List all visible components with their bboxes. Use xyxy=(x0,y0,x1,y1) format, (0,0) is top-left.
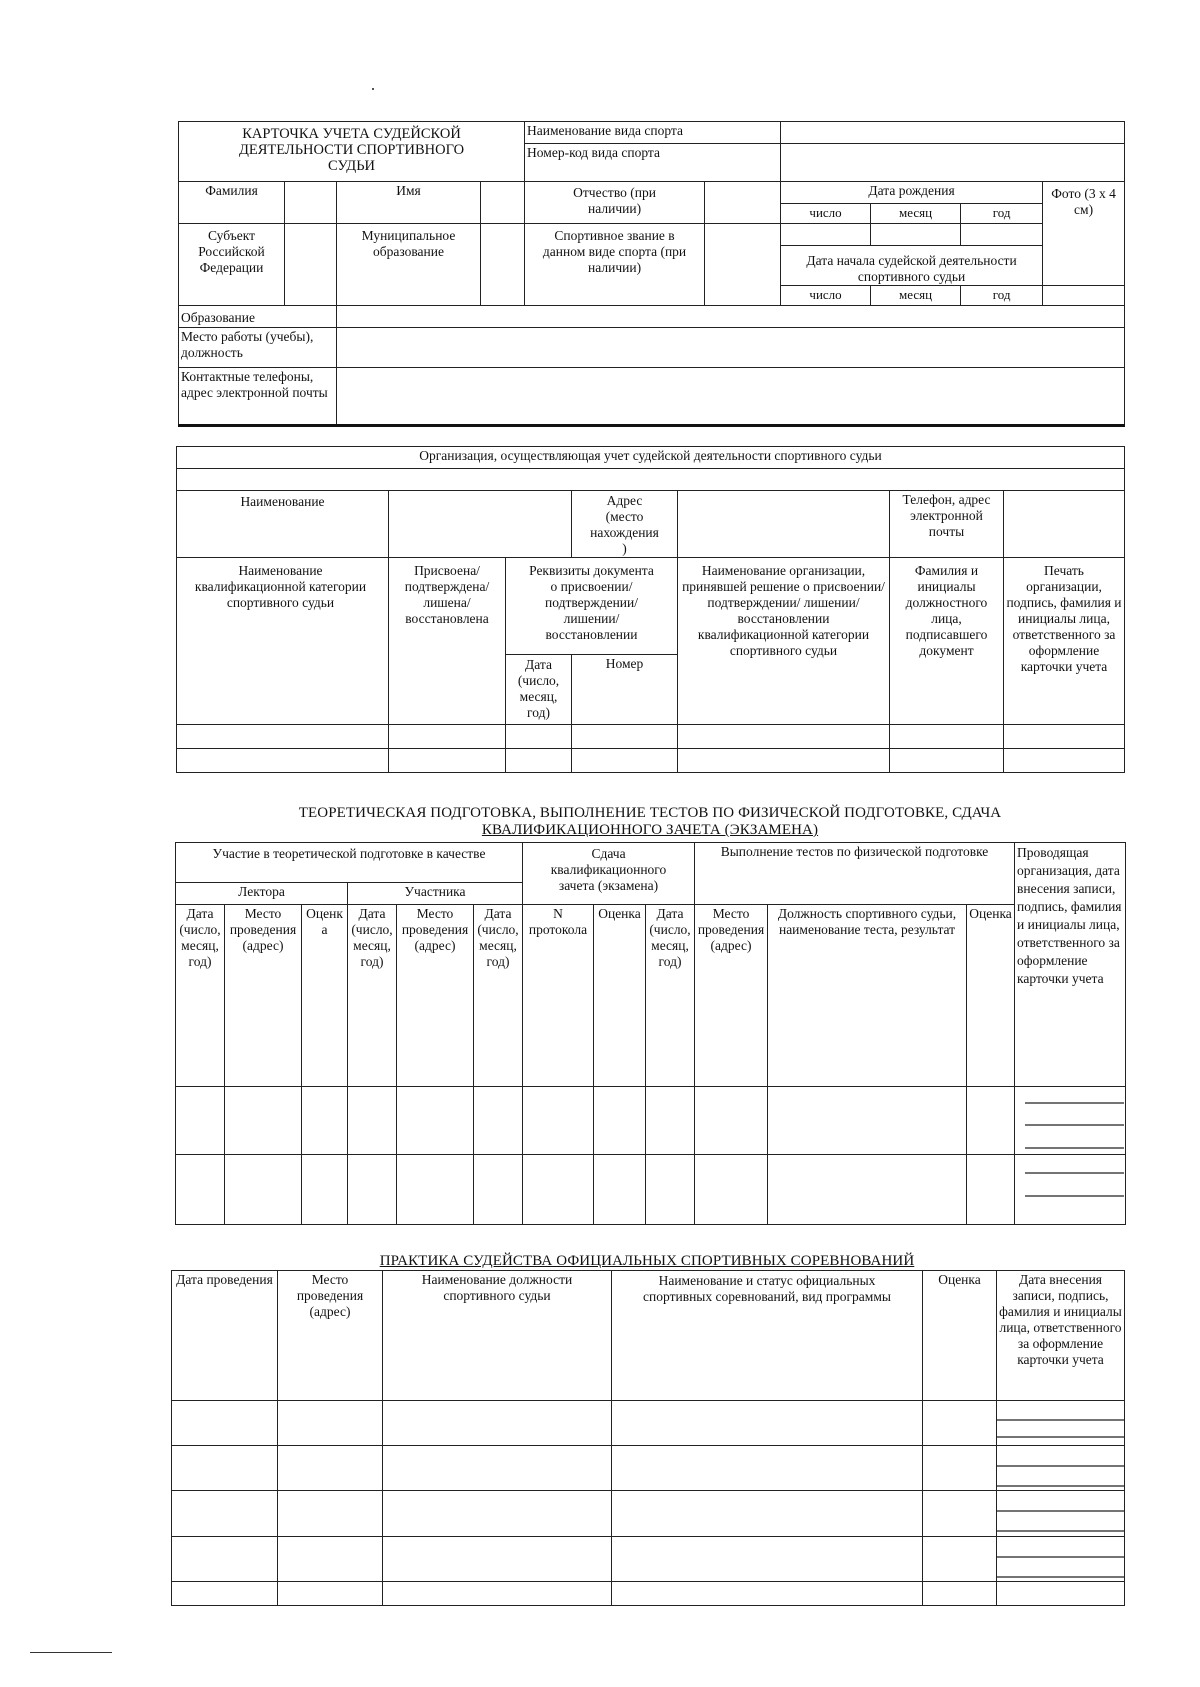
org-address-label: Адрес (место нахождения) xyxy=(572,491,678,558)
practice-heading: ПРАКТИКА СУДЕЙСТВА ОФИЦИАЛЬНЫХ СПОРТИВНЫХ СОРЕВНОВАНИЙ xyxy=(379,1253,915,1269)
sport-code-label: Номер-код вида спорта xyxy=(525,144,781,182)
cat-doc-label: Реквизиты документа о присвоении/ подтверждении/ лишении/ восстановлении xyxy=(506,558,678,655)
position-test-label: Должность спортивного судьи, наименование теста, результат xyxy=(768,905,967,1087)
sport-name-label: Наименование вида спорта xyxy=(525,122,781,144)
exam-protocol-label: N протокола xyxy=(523,905,594,1087)
exam-grade-label: Оценка xyxy=(594,905,646,1087)
part-date-label: Дата (число, месяц, год) xyxy=(348,905,397,1087)
org-name-label: Наименование xyxy=(177,491,389,558)
tests-label: Выполнение тестов по физической подготовке xyxy=(695,843,1015,905)
cat-doc-number-label: Номер xyxy=(572,655,678,725)
prac-entry-label: Дата внесения записи, подпись, фамилия и инициалы лица, ответственного за оформление карточки учета xyxy=(997,1271,1125,1401)
theory-heading-line2: КВАЛИФИКАЦИОННОГО ЗАЧЕТА (ЭКЗАМЕНА) xyxy=(481,822,819,838)
birth-year-label: год xyxy=(961,204,1043,224)
participation-label: Участие в теоретической подготовке в качестве xyxy=(176,843,523,883)
patronymic-label: Отчество (при наличии) xyxy=(525,182,705,224)
cat-signer-label: Фамилия и инициалы должностного лица, подписавшего документ xyxy=(890,558,1004,725)
subject-label: Субъект Российской Федерации xyxy=(179,224,285,306)
org-heading: Организация, осуществляющая учет судейской деятельности спортивного судьи xyxy=(177,447,1125,469)
org-entry-label: Проводящая организация, дата внесения записи, подпись, фамилия и инициалы лица, ответственного за оформление карточки учета xyxy=(1015,843,1126,1087)
photo-label: Фото (3 х 4 см) xyxy=(1043,182,1125,286)
prac-position-label: Наименование должности спортивного судьи xyxy=(383,1271,612,1401)
part-place-label: Место проведения (адрес) xyxy=(397,905,474,1087)
test-date-label: Дата (число, месяц, год) xyxy=(646,905,695,1087)
prac-grade-label: Оценка xyxy=(923,1271,997,1401)
start-day-label: число xyxy=(781,286,871,306)
birth-date-label: Дата рождения xyxy=(781,182,1043,204)
footnote-line xyxy=(30,1652,112,1653)
card-title: КАРТОЧКА УЧЕТА СУДЕЙСКОЙ ДЕЯТЕЛЬНОСТИ СПОРТИВНОГО СУДЬИ xyxy=(179,122,525,182)
prac-place-label: Место проведения (адрес) xyxy=(278,1271,383,1401)
sport-title-label: Спортивное звание в данном виде спорта (при наличии) xyxy=(525,224,705,306)
start-year-label: год xyxy=(961,286,1043,306)
lect-date-label: Дата (число, месяц, год) xyxy=(176,905,225,1087)
lecturer-label: Лектора xyxy=(176,883,348,905)
surname-label: Фамилия xyxy=(179,182,285,224)
birth-day-label: число xyxy=(781,204,871,224)
exam-label: Сдача квалификационного зачета (экзамена) xyxy=(523,843,695,905)
cat-status-label: Присвоена/ подтверждена/ лишена/ восстановлена xyxy=(389,558,506,725)
exam-date-label: Дата (число, месяц, год) xyxy=(474,905,523,1087)
name-label: Имя xyxy=(337,182,481,224)
cat-doc-date-label: Дата (число, месяц, год) xyxy=(506,655,572,725)
work-label: Место работы (учебы), должность xyxy=(179,328,337,368)
participant-label: Участника xyxy=(348,883,523,905)
org-phone-label: Телефон, адрес электронной почты xyxy=(890,491,1004,558)
lect-grade-label: Оценка xyxy=(302,905,348,1087)
judging-start-label: Дата начала судейской деятельности спортивного судьи xyxy=(781,246,1043,286)
prac-competition-label: Наименование и статус официальных спортивных соревнований, вид программы xyxy=(612,1271,923,1401)
birth-month-label: месяц xyxy=(871,204,961,224)
lect-place-label: Место проведения (адрес) xyxy=(225,905,302,1087)
prac-date-label: Дата проведения xyxy=(172,1271,278,1401)
start-month-label: месяц xyxy=(871,286,961,306)
municipality-label: Муниципальное образование xyxy=(337,224,481,306)
theory-heading-line1: ТЕОРЕТИЧЕСКАЯ ПОДГОТОВКА, ВЫПОЛНЕНИЕ ТЕСТОВ ПО ФИЗИЧЕСКОЙ ПОДГОТОВКЕ, СДАЧА xyxy=(298,805,1002,821)
cat-name-label: Наименование квалификационной категории спортивного судьи xyxy=(177,558,389,725)
education-label: Образование xyxy=(179,306,337,328)
cat-stamp-label: Печать организации, подпись, фамилия и инициалы лица, ответственного за оформление карточки учета xyxy=(1004,558,1125,725)
test-place-label: Место проведения (адрес) xyxy=(695,905,768,1087)
test-grade-label: Оценка xyxy=(967,905,1015,1087)
contacts-label: Контактные телефоны, адрес электронной почты xyxy=(179,368,337,426)
cat-org-label: Наименование организации, принявшей решение о присвоении/ подтверждении/ лишении/ восстановлении квалификационной категории спортивного судьи xyxy=(678,558,890,725)
